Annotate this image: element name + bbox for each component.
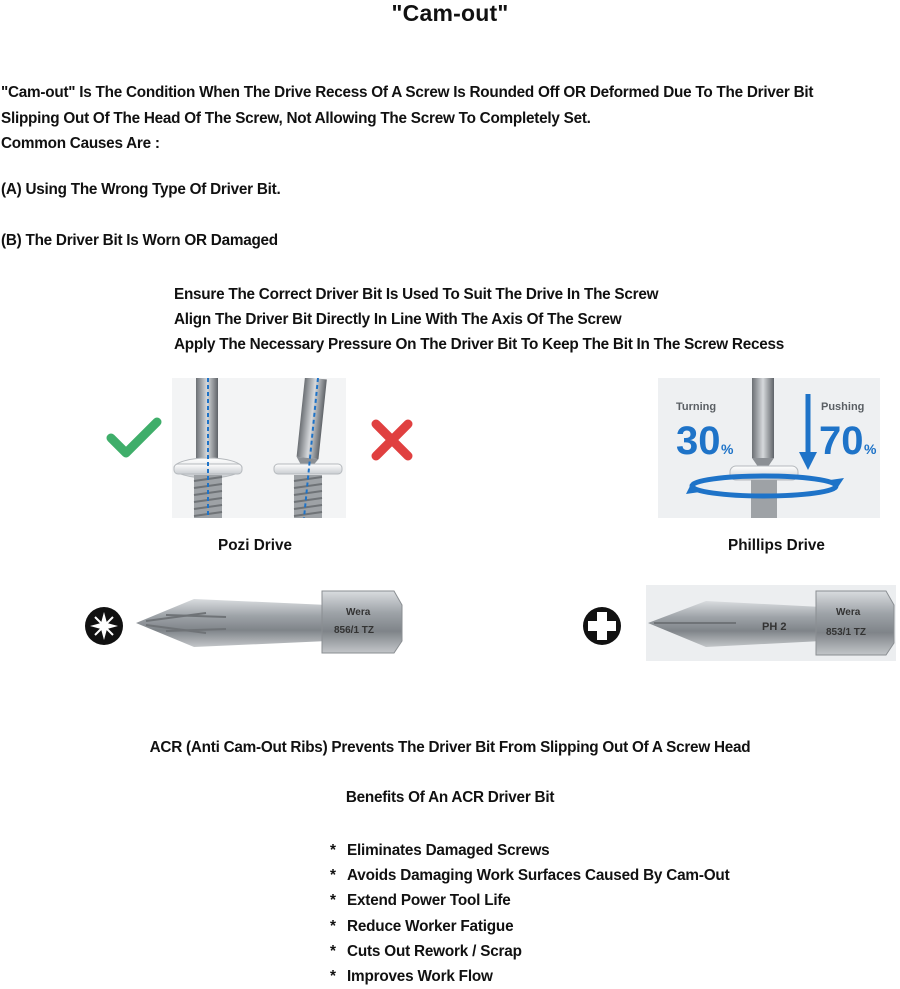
bullet-star: *	[330, 842, 336, 859]
pozi-driver-bit	[136, 585, 404, 659]
benefit-text: Reduce Worker Fatigue	[347, 917, 514, 935]
tip-item: Apply The Necessary Pressure On The Driver Bit To Keep The Bit In The Screw Recess	[174, 336, 785, 353]
phillips-bit-brand: Wera	[836, 607, 861, 618]
benefit-text: Improves Work Flow	[347, 968, 493, 986]
alignment-illustration	[172, 378, 346, 518]
tip-item: Ensure The Correct Driver Bit Is Used To Suit The Drive In The Screw	[174, 286, 659, 303]
intro-line-2: Slipping Out Of The Head Of The Screw, Not Allowing The Screw To Completely Set.	[1, 109, 591, 127]
benefit-item	[330, 964, 729, 989]
benefit-text: Extend Power Tool Life	[347, 892, 511, 910]
pozi-drive-label: Pozi Drive	[218, 537, 292, 554]
acr-statement: ACR (Anti Cam-Out Ribs) Prevents The Driver Bit From Slipping Out Of A Screw Head	[149, 739, 751, 756]
turning-label: Turning	[676, 401, 717, 413]
benefit-item	[330, 888, 729, 913]
tip-item: Align The Driver Bit Directly In Line With The Axis Of The Screw	[174, 311, 622, 328]
benefit-text: Eliminates Damaged Screws	[347, 842, 550, 859]
bullet-star: *	[330, 942, 336, 960]
page-title: "Cam-out"	[391, 0, 509, 26]
phillips-driver-bit	[646, 585, 896, 661]
pressure-illustration	[658, 378, 880, 518]
benefit-item	[330, 863, 729, 888]
bullet-star: *	[330, 968, 336, 986]
cross-icon	[370, 418, 414, 462]
benefit-item	[330, 914, 729, 939]
pozi-bit-code: 856/1 TZ	[334, 625, 375, 636]
benefit-text: Cuts Out Rework / Scrap	[347, 942, 522, 960]
pozi-bit-brand: Wera	[346, 607, 371, 618]
benefit-item	[330, 939, 729, 964]
benefits-list	[330, 838, 729, 989]
intro-line-3: Common Causes Are :	[1, 135, 160, 152]
check-icon	[106, 416, 162, 460]
intro-line-1: "Cam-out" Is The Condition When The Drive Recess Of A Screw Is Rounded Off OR Deformed Due To The Driver Bit	[1, 84, 814, 101]
phillips-drive-label: Phillips Drive	[728, 537, 825, 554]
turning-value: 30	[676, 419, 721, 463]
phillips-bit-size: PH 2	[762, 621, 787, 633]
benefit-text: Avoids Damaging Work Surfaces Caused By Cam-Out	[347, 867, 730, 885]
intro-paragraph	[1, 80, 899, 157]
pushing-label: Pushing	[821, 401, 865, 413]
cause-a: (A) Using The Wrong Type Of Driver Bit.	[1, 181, 281, 198]
bullet-star: *	[330, 917, 336, 935]
cause-b: (B) The Driver Bit Is Worn OR Damaged	[1, 232, 278, 249]
pushing-percent: %	[864, 441, 877, 457]
pushing-value: 70	[819, 419, 864, 463]
phillips-bit-code: 853/1 TZ	[826, 627, 867, 638]
tips-list	[174, 282, 784, 357]
phillips-symbol-icon	[582, 606, 622, 646]
benefit-item	[330, 838, 729, 863]
bullet-star: *	[330, 867, 336, 885]
benefits-heading: Benefits Of An ACR Driver Bit	[345, 789, 555, 806]
turning-percent: %	[721, 441, 734, 457]
pozidriv-symbol-icon	[84, 606, 124, 646]
bullet-star: *	[330, 892, 336, 910]
